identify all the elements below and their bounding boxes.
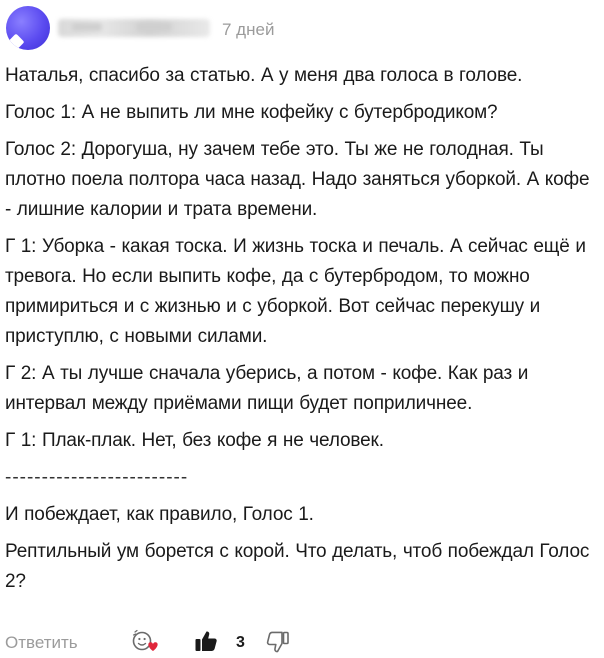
comment-paragraph: Наталья, спасибо за статью. А у меня два голоса в голове.	[5, 65, 523, 86]
comment-paragraph: Г 2: А ты лучше сначала уберись, а потом - кофе. Как раз и интервал между приёмами пищи будет поприличнее.	[5, 363, 529, 414]
comment-paragraph: Голос 1: А не выпить ли мне кофейку с бутербродиком?	[5, 102, 498, 123]
comment-actions	[0, 624, 604, 658]
comment-paragraph: Рептильный ум борется с корой. Что делать, чтоб побеждал Голос 2?	[5, 541, 590, 592]
reaction-emoji-icon[interactable]	[132, 629, 160, 655]
thumbs-down-icon[interactable]	[266, 630, 290, 654]
author-name-blurred[interactable]	[58, 19, 210, 37]
comment-paragraph: И побеждает, как правило, Голос 1.	[5, 504, 314, 525]
comment-header	[0, 0, 604, 58]
comment-timestamp: 7 дней	[222, 20, 275, 39]
comment-divider: -------------------------	[5, 467, 189, 488]
avatar-notch	[8, 34, 25, 50]
comment-paragraph: Голос 2: Дорогуша, ну зачем тебе это. Ты же не голодная. Ты плотно поела полтора часа назад. Надо заняться уборкой. А кофе - лишние калории и трата времени.	[5, 139, 590, 220]
reply-button[interactable]: Ответить	[5, 633, 78, 652]
like-count: 3	[236, 634, 245, 651]
thumbs-up-icon[interactable]	[194, 629, 218, 653]
comment-paragraph: Г 1: Плак-плак. Нет, без кофе я не человек.	[5, 430, 384, 451]
comment-paragraph: Г 1: Уборка - какая тоска. И жизнь тоска и печаль. А сейчас ещё и тревога. Но если выпить кофе, да с бутербродом, то можно примириться и с жизнью и с уборкой. Вот сейчас перекушу и приступлю, с новыми силами.	[5, 236, 586, 347]
comment-body	[5, 61, 599, 604]
avatar[interactable]	[6, 6, 50, 50]
